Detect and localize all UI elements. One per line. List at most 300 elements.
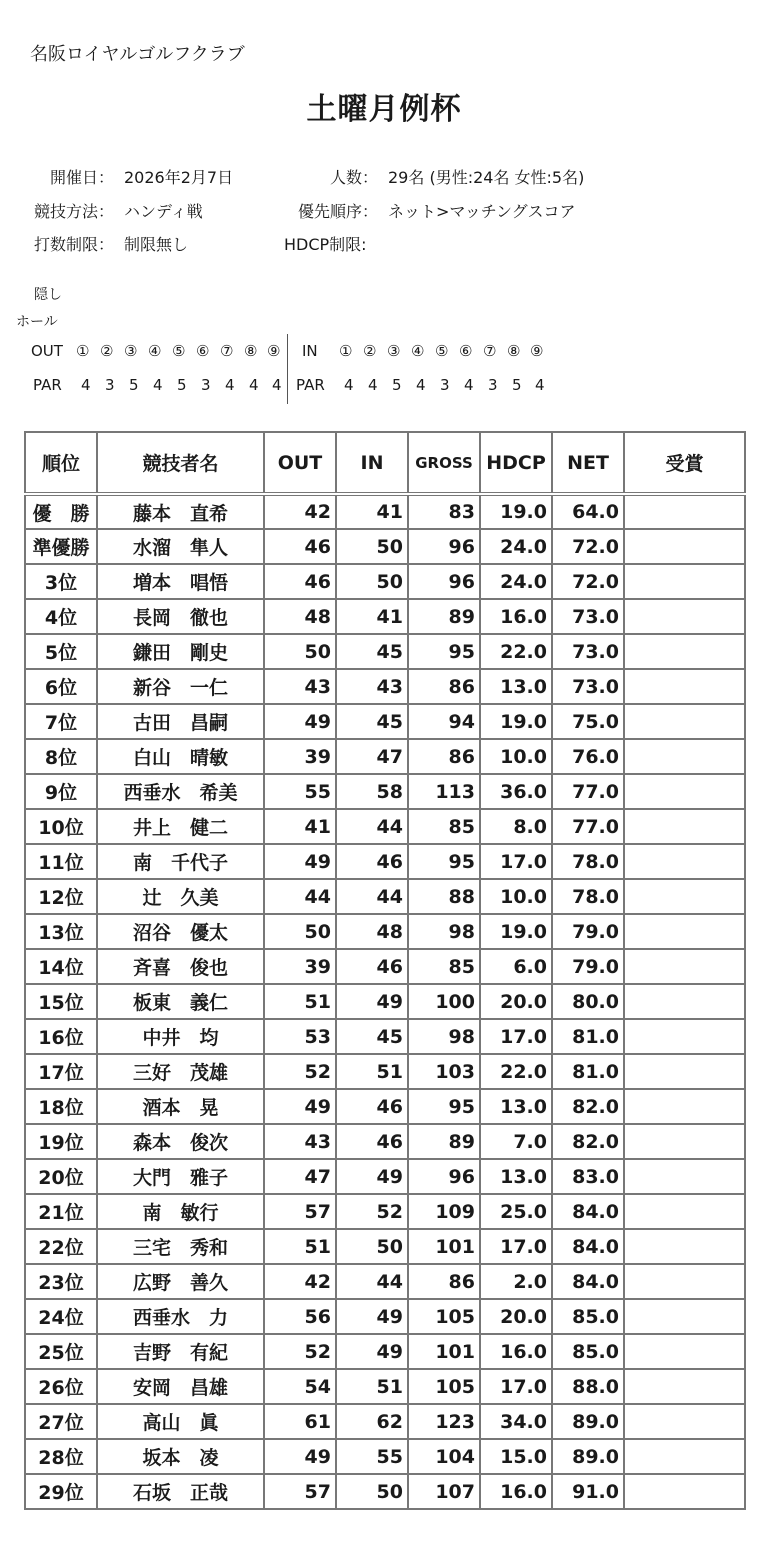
in-hole-2: ② [363,342,377,360]
award-cell [624,1089,745,1124]
in-cell: 41 [336,494,408,529]
award-cell [624,634,745,669]
in-cell: 58 [336,774,408,809]
out-cell: 42 [264,1264,336,1299]
in-label: IN [302,342,318,360]
player-name-cell: 古田 昌嗣 [97,704,264,739]
out-cell: 49 [264,1089,336,1124]
table-row [25,1194,745,1229]
in-cell: 46 [336,949,408,984]
in-hole-4: ④ [411,342,425,360]
rank-cell: 5位 [25,634,97,669]
table-row [25,1124,745,1159]
gross-cell: 104 [408,1439,480,1474]
award-cell [624,1054,745,1089]
out-hole-2: ② [100,342,114,360]
hdcp-cell: 24.0 [480,529,552,564]
rank-cell: 27位 [25,1404,97,1439]
out-par-1: 4 [81,376,91,394]
net-cell: 82.0 [552,1089,624,1124]
hdcp-cell: 17.0 [480,1229,552,1264]
player-name-cell: 新谷 一仁 [97,669,264,704]
gross-cell: 85 [408,809,480,844]
player-name-cell: 鎌田 剛史 [97,634,264,669]
rank-cell: 29位 [25,1474,97,1509]
out-cell: 52 [264,1334,336,1369]
table-row [25,599,745,634]
award-cell [624,774,745,809]
rank-cell: 10位 [25,809,97,844]
in-par-6: 4 [464,376,474,394]
net-cell: 91.0 [552,1474,624,1509]
out-hole-4: ④ [148,342,162,360]
out-cell: 47 [264,1159,336,1194]
player-name-cell: 水溜 隼人 [97,529,264,564]
award-cell [624,564,745,599]
player-name-cell: 吉野 有紀 [97,1334,264,1369]
out-hole-8: ⑧ [244,342,258,360]
gross-cell: 88 [408,879,480,914]
net-cell: 82.0 [552,1124,624,1159]
out-par-5: 5 [177,376,187,394]
rank-cell: 8位 [25,739,97,774]
gross-cell: 101 [408,1334,480,1369]
in-cell: 50 [336,1474,408,1509]
table-row [25,879,745,914]
player-name-cell: 増本 唱悟 [97,564,264,599]
header-in: IN [336,432,408,494]
player-name-cell: 南 敏行 [97,1194,264,1229]
hdcp-cell: 25.0 [480,1194,552,1229]
in-cell: 62 [336,1404,408,1439]
table-row [25,669,745,704]
net-cell: 81.0 [552,1019,624,1054]
net-cell: 85.0 [552,1334,624,1369]
out-cell: 52 [264,1054,336,1089]
gross-cell: 86 [408,1264,480,1299]
rank-cell: 14位 [25,949,97,984]
player-name-cell: 高山 眞 [97,1404,264,1439]
out-cell: 61 [264,1404,336,1439]
table-row [25,1229,745,1264]
table-row [25,1054,745,1089]
player-name-cell: 藤本 直希 [97,494,264,529]
net-cell: 73.0 [552,669,624,704]
out-cell: 57 [264,1474,336,1509]
award-cell [624,1474,745,1509]
out-hole-6: ⑥ [196,342,210,360]
gross-cell: 105 [408,1299,480,1334]
rank-cell: 準優勝 [25,529,97,564]
net-cell: 72.0 [552,529,624,564]
rank-cell: 13位 [25,914,97,949]
hdcp-cell: 19.0 [480,914,552,949]
out-par-9: 4 [272,376,282,394]
hdcp-cell: 20.0 [480,984,552,1019]
hdcp-cell: 10.0 [480,879,552,914]
table-row [25,529,745,564]
table-row [25,1159,745,1194]
table-row [25,774,745,809]
award-cell [624,984,745,1019]
in-par-2: 4 [368,376,378,394]
header-gross: GROSS [408,432,480,494]
table-header-row [25,432,745,494]
count-label: 人数： [329,168,378,187]
net-cell: 73.0 [552,599,624,634]
gross-cell: 98 [408,914,480,949]
award-cell [624,1159,745,1194]
table-row [25,914,745,949]
in-cell: 52 [336,1194,408,1229]
gross-cell: 95 [408,844,480,879]
out-cell: 51 [264,984,336,1019]
rank-cell: 23位 [25,1264,97,1299]
gross-cell: 96 [408,564,480,599]
table-row [25,1299,745,1334]
in-par-5: 3 [440,376,450,394]
priority-info [260,199,576,222]
award-cell [624,494,745,529]
out-cell: 39 [264,739,336,774]
hdcp-cell: 16.0 [480,1474,552,1509]
net-cell: 79.0 [552,949,624,984]
table-row [25,634,745,669]
rank-cell: 15位 [25,984,97,1019]
player-name-cell: 三好 茂雄 [97,1054,264,1089]
header-award: 受賞 [624,432,745,494]
hdcp-cell: 19.0 [480,704,552,739]
out-hole-9: ⑨ [267,342,281,360]
award-cell [624,1124,745,1159]
gross-cell: 98 [408,1019,480,1054]
gross-cell: 100 [408,984,480,1019]
hidden-hole-label-2: ホール [16,314,58,330]
out-cell: 43 [264,669,336,704]
player-name-cell: 南 千代子 [97,844,264,879]
out-hole-3: ③ [124,342,138,360]
rank-cell: 21位 [25,1194,97,1229]
rank-cell: 12位 [25,879,97,914]
player-name-cell: 板東 義仁 [97,984,264,1019]
out-in-divider [287,334,288,404]
hdcp-cell: 6.0 [480,949,552,984]
in-par-7: 3 [488,376,498,394]
gross-cell: 86 [408,669,480,704]
hdcp-cell: 13.0 [480,1089,552,1124]
stroke-value: 制限無し [124,235,189,254]
stroke-label: 打数制限： [33,235,114,254]
hidden-hole-label-1: 隠し [34,287,62,303]
in-cell: 45 [336,634,408,669]
net-cell: 78.0 [552,879,624,914]
table-row [25,1439,745,1474]
table-row [25,1334,745,1369]
in-par-3: 5 [392,376,402,394]
gross-cell: 123 [408,1404,480,1439]
player-name-cell: 西垂水 力 [97,1299,264,1334]
rank-cell: 18位 [25,1089,97,1124]
in-hole-5: ⑤ [435,342,449,360]
table-row [25,809,745,844]
award-cell [624,1439,745,1474]
gross-cell: 89 [408,599,480,634]
rank-cell: 25位 [25,1334,97,1369]
method-info [18,199,203,222]
award-cell [624,739,745,774]
table-row [25,494,745,529]
out-par-3: 5 [129,376,139,394]
out-par-label: PAR [33,376,62,394]
award-cell [624,844,745,879]
gross-cell: 105 [408,1369,480,1404]
header-rank: 順位 [25,432,97,494]
out-cell: 49 [264,844,336,879]
gross-cell: 83 [408,494,480,529]
player-name-cell: 西垂水 希美 [97,774,264,809]
out-cell: 54 [264,1369,336,1404]
award-cell [624,1194,745,1229]
table-row [25,564,745,599]
award-cell [624,879,745,914]
hdcp-cell: 17.0 [480,1019,552,1054]
out-cell: 53 [264,1019,336,1054]
rank-cell: 3位 [25,564,97,599]
net-cell: 84.0 [552,1194,624,1229]
in-cell: 50 [336,564,408,599]
in-par-4: 4 [416,376,426,394]
out-cell: 46 [264,529,336,564]
player-name-cell: 三宅 秀和 [97,1229,264,1264]
award-cell [624,1229,745,1264]
net-cell: 80.0 [552,984,624,1019]
results-table [24,431,746,1510]
table-row [25,1264,745,1299]
player-name-cell: 酒本 晃 [97,1089,264,1124]
player-name-cell: 広野 善久 [97,1264,264,1299]
gross-cell: 113 [408,774,480,809]
out-par-6: 3 [201,376,211,394]
player-name-cell: 斉喜 俊也 [97,949,264,984]
gross-cell: 95 [408,634,480,669]
header-player-name: 競技者名 [97,432,264,494]
award-cell [624,914,745,949]
priority-label: 優先順序： [297,202,378,221]
rank-cell: 6位 [25,669,97,704]
in-cell: 49 [336,1299,408,1334]
player-name-cell: 沼谷 優太 [97,914,264,949]
net-cell: 72.0 [552,564,624,599]
player-name-cell: 白山 晴敏 [97,739,264,774]
in-hole-8: ⑧ [507,342,521,360]
hdcp-cell: 8.0 [480,809,552,844]
player-name-cell: 坂本 凌 [97,1439,264,1474]
in-hole-6: ⑥ [459,342,473,360]
rank-cell: 7位 [25,704,97,739]
net-cell: 88.0 [552,1369,624,1404]
in-cell: 51 [336,1369,408,1404]
in-par-8: 5 [512,376,522,394]
in-cell: 44 [336,809,408,844]
in-par-9: 4 [535,376,545,394]
hdcp-cell: 19.0 [480,494,552,529]
out-cell: 57 [264,1194,336,1229]
net-cell: 89.0 [552,1404,624,1439]
in-cell: 49 [336,1159,408,1194]
rank-cell: 28位 [25,1439,97,1474]
in-cell: 49 [336,1334,408,1369]
player-name-cell: 長岡 徹也 [97,599,264,634]
gross-cell: 96 [408,529,480,564]
gross-cell: 86 [408,739,480,774]
count-info [260,165,584,188]
award-cell [624,669,745,704]
rank-cell: 9位 [25,774,97,809]
out-hole-5: ⑤ [172,342,186,360]
in-hole-9: ⑨ [530,342,544,360]
hdcp-cell: 22.0 [480,1054,552,1089]
player-name-cell: 安岡 昌雄 [97,1369,264,1404]
in-cell: 50 [336,529,408,564]
page-title: 土曜月例杯 [306,92,462,127]
hdcp-cell: 36.0 [480,774,552,809]
in-hole-7: ⑦ [483,342,497,360]
award-cell [624,949,745,984]
award-cell [624,529,745,564]
count-value: 29名 (男性:24名 女性:5名) [388,168,585,187]
net-cell: 84.0 [552,1264,624,1299]
in-hole-3: ③ [387,342,401,360]
par-row [0,372,768,398]
in-cell: 51 [336,1054,408,1089]
net-cell: 83.0 [552,1159,624,1194]
in-cell: 41 [336,599,408,634]
table-row [25,844,745,879]
out-par-8: 4 [249,376,259,394]
net-cell: 77.0 [552,809,624,844]
out-label: OUT [31,342,63,360]
net-cell: 73.0 [552,634,624,669]
in-cell: 45 [336,704,408,739]
in-cell: 45 [336,1019,408,1054]
table-row [25,949,745,984]
header-net: NET [552,432,624,494]
hdcp-cell: 24.0 [480,564,552,599]
date-value: 2026年2月7日 [124,168,234,187]
hdcp-cell: 13.0 [480,1159,552,1194]
out-cell: 43 [264,1124,336,1159]
hdcp-cell: 15.0 [480,1439,552,1474]
in-cell: 50 [336,1229,408,1264]
gross-cell: 95 [408,1089,480,1124]
out-cell: 42 [264,494,336,529]
rank-cell: 11位 [25,844,97,879]
hdcp-cell: 10.0 [480,739,552,774]
table-row [25,1474,745,1509]
award-cell [624,1299,745,1334]
out-hole-1: ① [76,342,90,360]
priority-value: ネット>マッチングスコア [388,202,576,221]
award-cell [624,1404,745,1439]
hdcp-limit-label: HDCP制限: [284,235,367,254]
method-value: ハンディ戦 [124,202,203,221]
in-cell: 55 [336,1439,408,1474]
rank-cell: 20位 [25,1159,97,1194]
table-row [25,1019,745,1054]
net-cell: 85.0 [552,1299,624,1334]
out-cell: 49 [264,704,336,739]
out-par-7: 4 [225,376,235,394]
award-cell [624,809,745,844]
out-par-2: 3 [105,376,115,394]
hdcp-cell: 34.0 [480,1404,552,1439]
net-cell: 89.0 [552,1439,624,1474]
rank-cell: 26位 [25,1369,97,1404]
in-cell: 49 [336,984,408,1019]
player-name-cell: 中井 均 [97,1019,264,1054]
table-row [25,739,745,774]
hdcp-cell: 17.0 [480,1369,552,1404]
in-cell: 48 [336,914,408,949]
hdcp-cell: 16.0 [480,599,552,634]
club-name: 名阪ロイヤルゴルフクラブ [30,44,245,65]
net-cell: 78.0 [552,844,624,879]
hole-number-row [0,338,768,364]
gross-cell: 94 [408,704,480,739]
gross-cell: 85 [408,949,480,984]
out-cell: 50 [264,634,336,669]
rank-cell: 19位 [25,1124,97,1159]
in-par-1: 4 [344,376,354,394]
net-cell: 64.0 [552,494,624,529]
header-hdcp: HDCP [480,432,552,494]
player-name-cell: 森本 俊次 [97,1124,264,1159]
hdcp-cell: 7.0 [480,1124,552,1159]
rank-cell: 優 勝 [25,494,97,529]
in-cell: 47 [336,739,408,774]
table-row [25,704,745,739]
gross-cell: 101 [408,1229,480,1264]
table-row [25,1404,745,1439]
award-cell [624,1264,745,1299]
award-cell [624,1334,745,1369]
hdcp-cell: 17.0 [480,844,552,879]
out-cell: 41 [264,809,336,844]
results-body [25,494,745,1509]
net-cell: 81.0 [552,1054,624,1089]
net-cell: 77.0 [552,774,624,809]
header-out: OUT [264,432,336,494]
gross-cell: 103 [408,1054,480,1089]
method-label: 競技方法： [33,202,114,221]
net-cell: 76.0 [552,739,624,774]
rank-cell: 22位 [25,1229,97,1264]
in-cell: 43 [336,669,408,704]
award-cell [624,704,745,739]
player-name-cell: 大門 雅子 [97,1159,264,1194]
net-cell: 79.0 [552,914,624,949]
table-row [25,984,745,1019]
hdcp-cell: 20.0 [480,1299,552,1334]
out-cell: 48 [264,599,336,634]
rank-cell: 24位 [25,1299,97,1334]
hdcp-cell: 2.0 [480,1264,552,1299]
table-row [25,1369,745,1404]
stroke-info [18,232,188,255]
rank-cell: 16位 [25,1019,97,1054]
hdcp-cell: 13.0 [480,669,552,704]
out-hole-7: ⑦ [220,342,234,360]
